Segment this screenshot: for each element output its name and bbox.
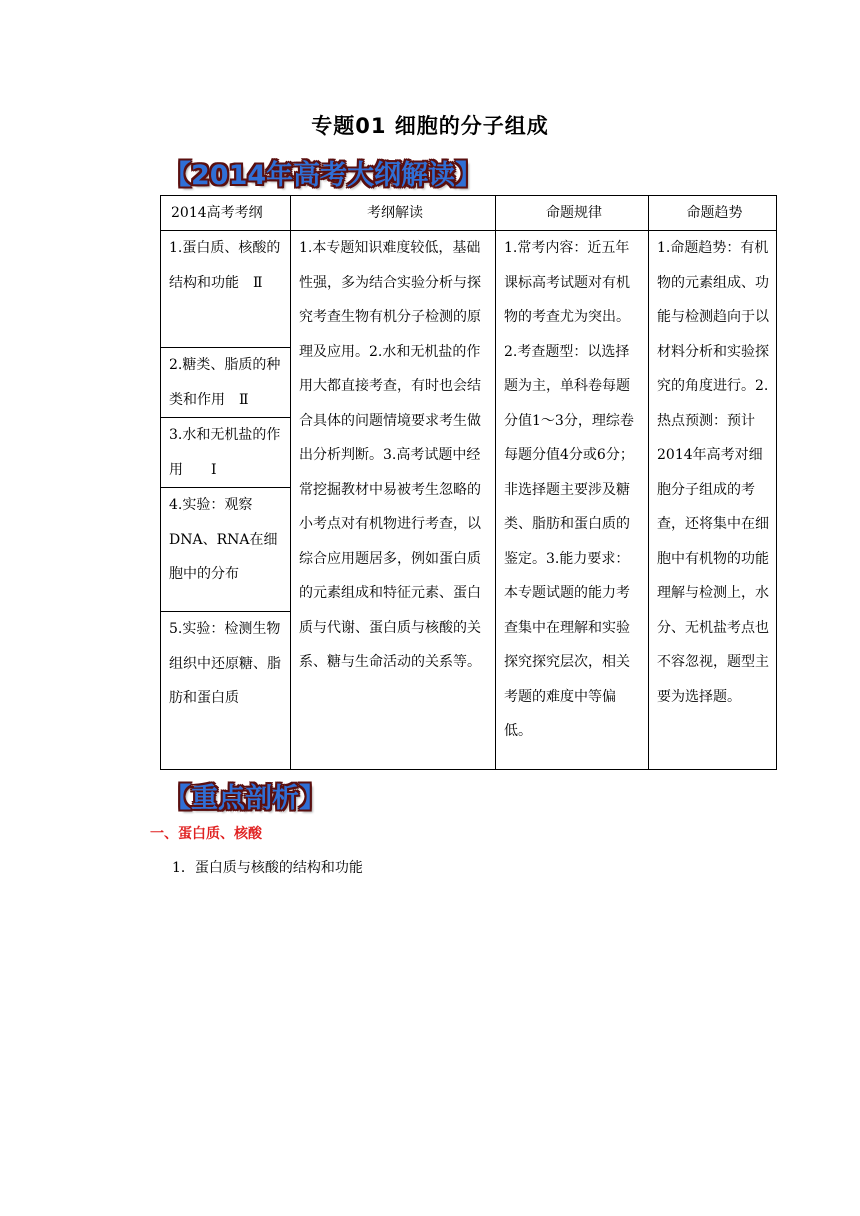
interpretation-cell: 1.本专题知识难度较低，基础性强，多为结合实验分析与探究考查生物有机分子检测的原理及应用。2.水和无机盐的作用大都直接考查，有时也会结合具体的问题情境要求考生做出分析判断。3.高考试题中经常挖掘教材中易被考生忽略的小考点对有机物进行考查，以综合应用题居多，例如蛋白质的元素组成和特征元素、蛋白质与代谢、蛋白质与核酸的关系、糖与生命活动的关系等。: [291, 231, 496, 770]
page-title: 专题01 细胞的分子组成: [311, 114, 549, 138]
outline-item: 3.水和无机盐的作用 Ⅰ: [161, 418, 291, 488]
outline-item: 2.糖类、脂质的种类和作用 Ⅱ: [161, 348, 291, 418]
table-header-row: [161, 196, 777, 231]
header-cell-trend: 命题趋势: [649, 196, 777, 231]
header-cell-pattern: 命题规律: [496, 196, 649, 231]
trend-cell: 1.命题趋势：有机物的元素组成、功能与检测趋向于以材料分析和实验探究的角度进行。2.热点预测：预计2014年高考对细胞分子组成的考查，还将集中在细胞中有机物的功能理解与检测上，水分、无机盐考点也不容忽视，题型主要为选择题。: [649, 231, 777, 770]
pattern-cell: 1.常考内容：近五年课标高考试题对有机物的考查尤为突出。2.考查题型：以选择题为主，单科卷每题分值1～3分，理综卷每题分值4分或6分；非选择题主要涉及糖类、脂肪和蛋白质的鉴定。3.能力要求：本专题试题的能力考查集中在理解和实验探究探究层次，相关考题的难度中等偏低。: [496, 231, 649, 770]
outline-item: 4.实验：观察DNA、RNA在细胞中的分布: [161, 488, 291, 612]
outline-item: 5.实验：检测生物组织中还原糖、脂肪和蛋白质: [161, 612, 291, 770]
header-cell-interpretation: 考纲解读: [291, 196, 496, 231]
section-heading: 一、蛋白质、核酸: [150, 826, 262, 842]
section-banner-outline: 【2014年高考大纲解读】: [164, 160, 483, 191]
outline-table: [160, 195, 777, 770]
outline-item: 1.蛋白质、核酸的结构和功能 Ⅱ: [161, 231, 291, 348]
header-cell-outline: 2014高考考纲: [161, 196, 291, 231]
body-text: 1．蛋白质与核酸的结构和功能: [172, 860, 363, 876]
table-row: [161, 231, 777, 348]
section-banner-analysis: 【重点剖析】: [164, 783, 326, 814]
